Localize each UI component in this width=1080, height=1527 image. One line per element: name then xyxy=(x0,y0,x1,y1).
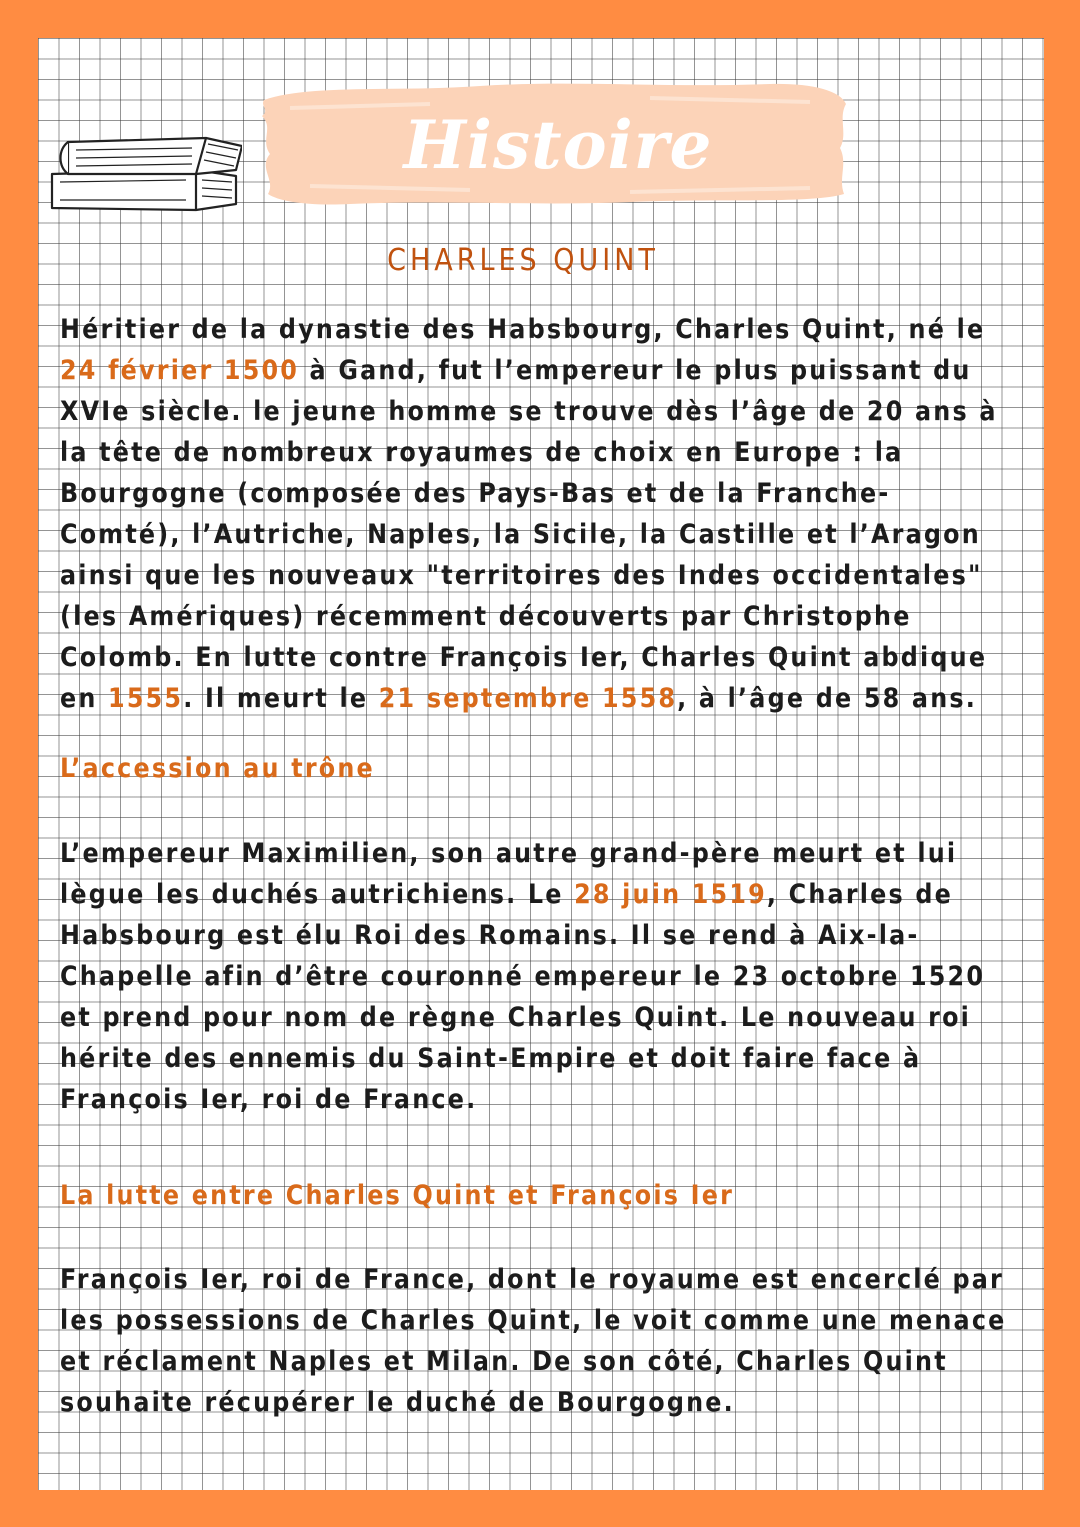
section-heading-lutte: La lutte entre Charles Quint et François Ier xyxy=(60,1180,735,1211)
date-birth: 24 février 1500 xyxy=(60,355,300,386)
date-death: 21 septembre 1558 xyxy=(378,683,678,714)
section-heading-accession: L’accession au trône xyxy=(60,753,375,784)
intro-paragraph: Héritier de la dynastie des Habsbourg, Charles Quint, né le 24 février 1500 à Gand, fut l’empereur le plus puissant du XVIe siècle. le jeune homme se trouve dès l’âge de 20 ans à la tête de nombreux royaumes de choix en Europe : la Bourgogne (composée des Pays-Bas et de la Franche- Comté), l’Autriche, Naples, la Sicile, la Castille et l’Aragon ainsi que les nouveaux "territoires des Indes occidentales" (les Amériques) récemment découverts par Christophe Colomb. En lutte contre François Ier, Charles Quint abdique en 1555. Il meurt le 21 septembre 1558, à l’âge de 58 ans. xyxy=(60,314,998,714)
date-election: 28 juin 1519 xyxy=(574,879,767,910)
accession-paragraph: L’empereur Maximilien, son autre grand-père meurt et lui lègue les duchés autrichiens. Le 28 juin 1519, Charles de Habsbourg est élu Roi des Romains. Il se rend à Aix-la- Chapelle afin d’être couronné empereur le 23 octobre 1520 et prend pour nom de règne Charles Quint. Le nouveau roi hérite des ennemis du Saint-Empire et doit faire face à François Ier, roi de France. xyxy=(60,838,986,1115)
date-abdication: 1555 xyxy=(108,683,184,714)
header-title: Histoire xyxy=(403,106,713,184)
document-title: CHARLES QUINT xyxy=(387,243,659,278)
lutte-paragraph: François Ier, roi de France, dont le royaume est encerclé par les possessions de Charles Quint, le voit comme une menace et réclament Naples et Milan. De son côté, Charles Quint souhaite récupérer le duché de Bourgogne. xyxy=(60,1264,1007,1418)
grid-paper-sheet xyxy=(38,38,1044,1490)
book-stack-icon xyxy=(46,130,242,212)
